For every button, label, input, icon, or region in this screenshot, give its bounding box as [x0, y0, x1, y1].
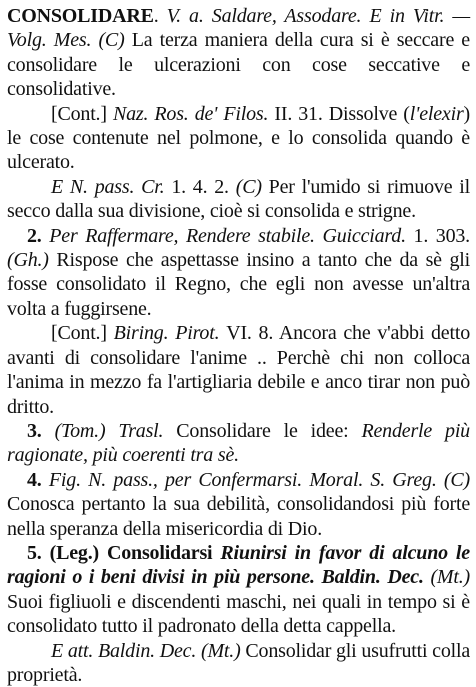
citation-text: La terza maniera della cura si è seccare e consolidare le ulcerazioni con cose seccative e consolidative. — [7, 29, 470, 101]
citation-text-a: Dissolve ( — [328, 102, 410, 125]
definition: Per Raffermare, Rendere stabile. — [49, 224, 315, 247]
source-tag: (Gh.) — [7, 249, 49, 272]
sense-number: 5. — [27, 541, 42, 564]
source-reference: E in Vitr. — Volg. Mes. — [7, 5, 471, 52]
source-reference: Guicciard. — [322, 224, 406, 247]
headword-variant: Consolidarsi — [106, 541, 213, 564]
citation-text: Per l'umido si rimuove il secco dalla sua divisione, cioè si consolida e strigne. — [7, 175, 470, 223]
citation-text-b: ) le cose contenute nel polmone, e lo consolida quando è ulcerato. — [7, 102, 470, 174]
citation-text: Ancora che v'abbi detto avanti di consolidare l'anime .. Perchè chi non colloca l'anima in mezzo fa l'artigliaria debile e anco tirar non può dritto. — [7, 322, 470, 418]
citation-term: l'elexir — [409, 102, 464, 125]
source-reference: E att. Baldin. Dec. — [51, 639, 197, 662]
source-tag: (Tom.) — [54, 419, 106, 442]
source-tag: (Leg.) — [49, 541, 99, 564]
entry-citation-cont-1 — [7, 102, 470, 175]
sense-number: 4. — [27, 468, 42, 491]
entry-sense-5 — [7, 541, 470, 639]
citation-text: Consolidare le idee: — [176, 419, 349, 442]
entry-sense-2 — [7, 224, 470, 322]
source-reference: Naz. Ros. de' Filos. — [112, 102, 269, 125]
definition: Riunirsi in favor di alcuno le ragioni o i beni divisi in più persone. Baldin. Dec. — [7, 541, 470, 589]
sense-number: 2. — [27, 224, 42, 247]
entry-citation-cont-2 — [7, 321, 470, 419]
entry-sense-3 — [7, 419, 470, 468]
source-tag: (C) — [98, 29, 125, 52]
source-tag: [Cont.] — [51, 102, 107, 125]
grammar-label: V. a. — [166, 5, 204, 27]
source-tag: (C) — [443, 468, 470, 491]
source-location: 1. 303. — [413, 224, 470, 247]
source-location: VI. 8. — [226, 322, 274, 345]
entry-neuter-passive — [7, 175, 470, 224]
entry-active-use — [7, 639, 470, 687]
definition: Renderle più ragionate, più coerenti tra sè. — [7, 419, 470, 467]
usage-label: Trasl. — [118, 419, 164, 442]
citation-text: Consolidar gli usufrutti colla proprietà. — [7, 639, 471, 686]
sense-number: 3. — [27, 419, 42, 442]
usage-label: E N. pass. Cr. — [51, 175, 165, 198]
source-tag-2: (Mt.) — [430, 566, 470, 589]
entry-sense-4 — [7, 468, 470, 541]
headword: CONSOLIDARE — [7, 5, 154, 27]
source-location: 1. 4. 2. — [171, 175, 229, 198]
definition: Fig. N. pass., per Confermarsi. Moral. S. Greg. — [48, 468, 437, 491]
citation-text: Suoi figliuoli e discendenti maschi, nei quali in tempo si è consolidato tutto il padronato della detta cappella. — [7, 590, 470, 638]
citation-text: Rispose che aspettasse insino a tanto che da sè gli fosse consolidato il Regno, che egli non avesse un'altra volta a fuggirsene. — [7, 249, 470, 320]
source-reference: Biring. Pirot. — [113, 322, 220, 345]
citation-text: Conosca pertanto la sua debilità, consolidandosi più forte nella speranza della misericordia di Dio. — [7, 493, 470, 540]
definition: Saldare, Assodare. — [211, 5, 362, 27]
entry-sense-1: CONSOLIDARE. V. a. Saldare, Assodare. E in Vitr. — Volg. Mes. (C) La terza maniera della cura si è seccare e consolidare le ulcerazioni con cose seccative e consolidative. — [7, 5, 471, 101]
source-location: II. 31. — [274, 102, 323, 125]
source-tag: (Mt.) — [201, 639, 241, 662]
source-tag: (C) — [235, 175, 262, 198]
source-tag: [Cont.] — [51, 322, 107, 345]
